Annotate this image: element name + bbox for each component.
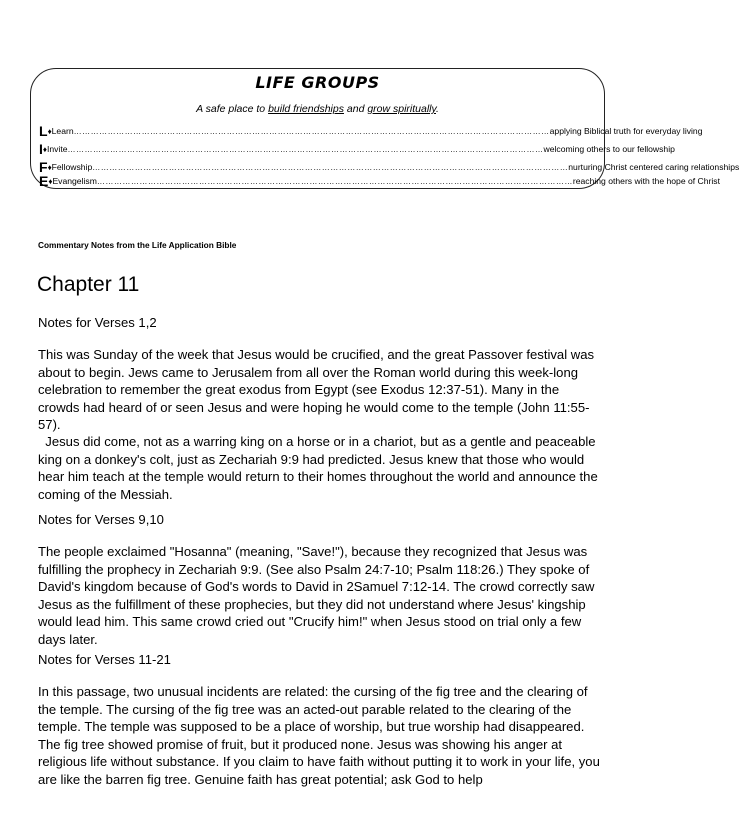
notes-paragraph: Jesus did come, not as a warring king on a horse or in a chariot, but as a gentle and peaceable king on a donkey's colt, just as Zechariah 9:9 had predicted. Jesus knew that those who would hear him teach at the temple would return to their homes throughout the world and announce the coming of the Messiah. [38, 434, 602, 502]
subtitle-prefix: A safe place to [196, 103, 269, 115]
notes-paragraph: In this passage, two unusual incidents are related: the cursing of the fig tree and the clearing of the temple. The cursing of the fig tree was an acted-out parable related to the clearing of the temple. The temple was supposed to be a place of worship, but true worship had disappeared. The fig tree showed promise of fruit, but it produced none. Jesus was showing his anger at religious life without substance. If you claim to have faith without putting it to work in your life, you are like the barren fig tree. Genuine faith has great potential; ask God to help [38, 684, 600, 787]
diamond-bullet-icon: ♦ [42, 144, 47, 154]
diamond-bullet-icon: ♦ [47, 126, 52, 136]
acrostic-row-learn [39, 123, 703, 139]
acrostic-row-invite [39, 141, 675, 157]
acrostic-row-evangelism [39, 173, 720, 189]
diamond-bullet-icon: ♦ [48, 176, 53, 186]
dot-leader: …………………………………………………………………………………………………………………………………………………… [96, 176, 573, 186]
notes-paragraph: The people exclaimed "Hosanna" (meaning, "Save!"), because they recognized that Jesus was fulfilling the prophecy in Zechariah 9:9. (See also Psalm 24:7-10; Psalm 118:26.) They spoke of David's kingdom because of God's words to David in 2Samuel 7:12-14. The crowd correctly saw Jesus as the fulfillment of these prophecies, but they did not understand where Jesus' kingship would lead him. This same crowd cried out "Crucify him!" when Jesus stood on trial only a few days later. [38, 544, 595, 647]
acrostic-description: applying Biblical truth for everyday living [549, 126, 703, 136]
notes-heading: Notes for Verses 11-21 [38, 652, 171, 667]
notes-heading: Notes for Verses 1,2 [38, 315, 157, 330]
acrostic-label: Fellowship [51, 162, 93, 172]
commentary-source: Commentary Notes from the Life Application Bible [38, 240, 237, 250]
acrostic-label: Learn [51, 126, 74, 136]
dot-leader: …………………………………………………………………………………………………………………………………………………… [73, 126, 550, 136]
acrostic-letter: L [39, 123, 48, 139]
diamond-bullet-icon: ♦ [47, 162, 52, 172]
dot-leader: …………………………………………………………………………………………………………………………………………………… [67, 144, 544, 154]
dot-leader: …………………………………………………………………………………………………………………………………………………… [92, 162, 569, 172]
subtitle-link-friendships: build friendships [268, 103, 344, 115]
acrostic-description: reaching others with the hope of Christ [572, 176, 720, 186]
acrostic-letter: E [39, 173, 49, 189]
subtitle-link-grow: grow spiritually [367, 103, 436, 115]
acrostic-label: Evangelism [52, 176, 97, 186]
subtitle-suffix: . [436, 103, 439, 115]
acrostic-letter: F [39, 159, 48, 175]
notes-paragraph: This was Sunday of the week that Jesus would be crucified, and the great Passover festival was about to begin. Jews came to Jerusalem from all over the Roman world during this week-long celebration to remember the great exodus from Egypt (see Exodus 12:37-51). Many in the crowds had heard of or seen Jesus and were hoping he would come to the temple (John 11:55-57). [38, 347, 595, 432]
chapter-title: Chapter 11 [37, 273, 140, 296]
acrostic-label: Invite [46, 144, 68, 154]
box-subtitle [31, 103, 604, 115]
life-groups-box [30, 68, 739, 189]
notes-heading: Notes for Verses 9,10 [38, 512, 164, 527]
subtitle-mid: and [343, 103, 368, 115]
acrostic-description: nurturing Christ centered caring relationships [568, 162, 739, 172]
acrostic-description: welcoming others to our fellowship [543, 144, 675, 154]
acrostic-letter: I [39, 141, 43, 157]
box-title: LIFE GROUPS [255, 73, 380, 92]
